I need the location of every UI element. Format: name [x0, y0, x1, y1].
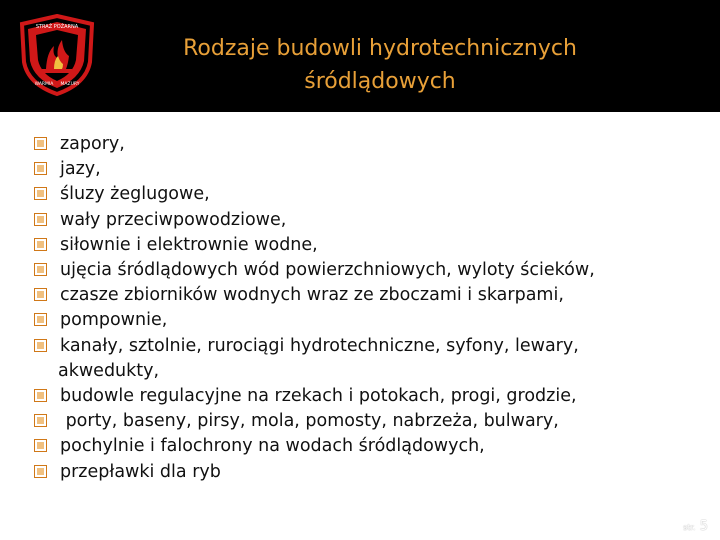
logo-text-left: WARMIA [34, 82, 54, 87]
bullet-icon [34, 414, 47, 427]
list-item [34, 283, 694, 308]
list-item-text: porty, baseny, pirsy, mola, pomosty, nabrzeża, bulwary, [60, 411, 559, 432]
list-item [34, 308, 694, 333]
header-bar [0, 0, 720, 112]
list-item-text: przepławki dla ryb [60, 461, 221, 482]
page-number-value: 5 [699, 519, 708, 534]
bullet-icon [34, 162, 47, 175]
list-item-text: ujęcia śródlądowych wód powierzchniowych, wyloty ścieków, [60, 260, 595, 281]
slide-title-line-2: śródlądowych [304, 69, 456, 94]
list-item [34, 258, 694, 283]
bullet-icon [34, 263, 47, 276]
list-item [34, 434, 694, 459]
logo-text-right: MAZURY [60, 82, 80, 87]
list-item [34, 182, 694, 207]
list-item-text: budowle regulacyjne na rzekach i potokach, progi, grodzie, [60, 386, 577, 407]
list-item [34, 208, 694, 233]
bullet-icon [34, 465, 47, 478]
list-item-text: zapory, [60, 134, 125, 154]
list-item-text: siłownie i elektrownie wodne, [60, 234, 318, 255]
bullet-icon [34, 439, 47, 452]
bullet-icon [34, 238, 47, 251]
bullet-icon [34, 389, 47, 402]
list-item-text: jazy, [60, 159, 101, 180]
list-item [34, 409, 694, 434]
list-item [34, 384, 694, 409]
fire-brigade-logo-icon [16, 14, 98, 96]
bullet-icon [34, 339, 47, 352]
bullet-icon [34, 137, 47, 150]
list-item-text: czasze zbiorników wodnych wraz ze zboczami i skarpami, [60, 285, 564, 306]
page-number-prefix: str. [683, 523, 696, 532]
slide-title [120, 32, 640, 98]
list-item-continuation: akwedukty, [58, 360, 160, 381]
list-item-text: pompownie, [60, 310, 168, 331]
list-item [34, 157, 694, 182]
list-item [34, 132, 694, 157]
list-item-text: wały przeciwpowodziowe, [60, 209, 287, 230]
bullet-icon [34, 213, 47, 226]
slide-title-line-1: Rodzaje budowli hydrotechnicznych [183, 36, 577, 61]
list-item-text: śluzy żeglugowe, [60, 184, 210, 205]
bullet-icon [34, 187, 47, 200]
list-item-text: kanały, sztolnie, rurociągi hydrotechniczne, syfony, lewary, [60, 335, 579, 356]
page-number [683, 519, 708, 534]
bullet-icon [34, 313, 47, 326]
logo-text-top: STRAŻ POŻARNA [35, 24, 79, 30]
list-item [34, 334, 694, 384]
structure-types-list [34, 132, 694, 485]
list-item [34, 460, 694, 485]
list-item-text: pochylnie i falochrony na wodach śródlądowych, [60, 436, 485, 457]
bullet-icon [34, 288, 47, 301]
list-item [34, 233, 694, 258]
